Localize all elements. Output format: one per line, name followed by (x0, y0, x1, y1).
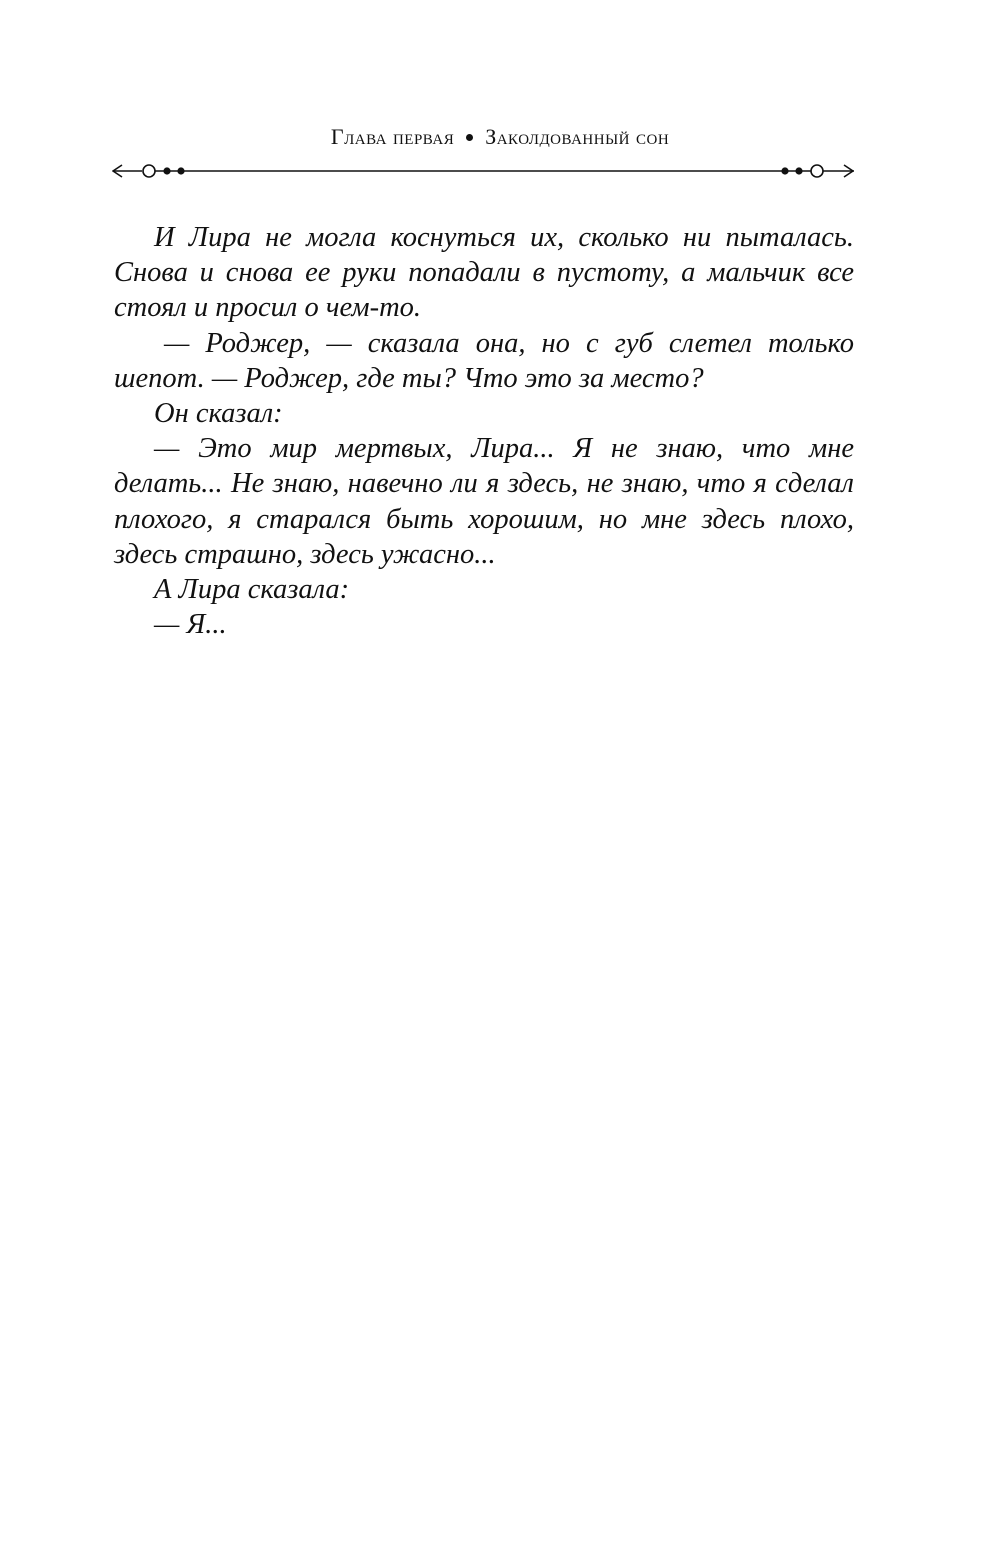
ornamental-rule-icon (112, 160, 854, 182)
paragraph: — Роджер, — сказала она, но с губ слетел только шепот. — Роджер, где ты? Что это за место? (114, 327, 854, 394)
bullet-separator-icon (466, 134, 473, 141)
paragraph: — Я... (154, 609, 227, 641)
paragraph: Он сказал: (154, 398, 283, 430)
chapter-label: Глава первая (330, 124, 455, 149)
running-head (0, 124, 1000, 150)
chapter-title: Заколдованный сон (485, 124, 670, 149)
paragraph: И Лира не могла коснуться их, сколько ни пыталась. Снова и снова ее руки попадали в пустоту, а мальчик все стоял и просил о чем-то. (114, 222, 854, 324)
paragraph: А Лира сказала: (154, 574, 350, 606)
body-text (114, 220, 854, 642)
paragraph: — Это мир мертвых, Лира... Я не знаю, что мне делать... Не знаю, навечно ли я здесь, не знаю, что я сделал плохого, я старался быть хорошим, но мне здесь плохо, здесь страшно, здесь ужасно... (114, 433, 854, 570)
